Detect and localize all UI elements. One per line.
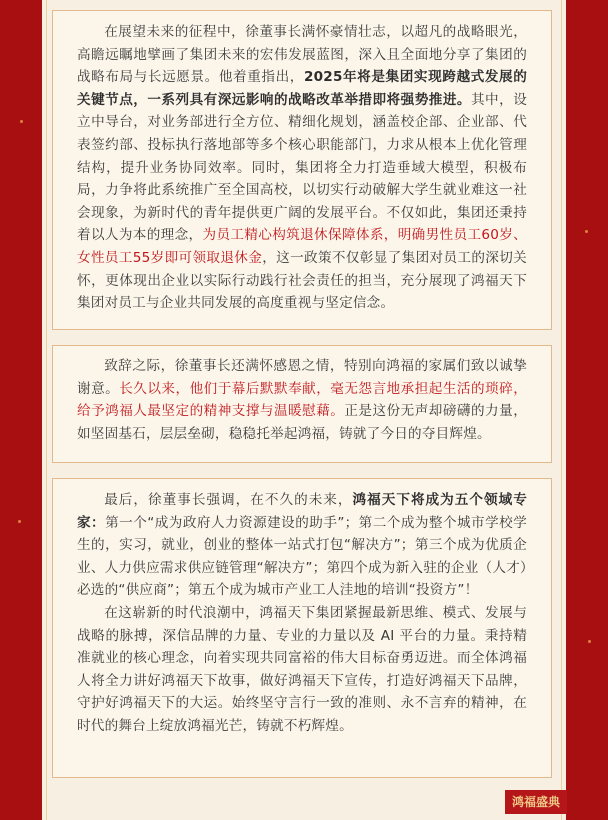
text-run: 正是这份无声却磅礴的力量，如坚固基石，层层垒砌，稳稳托举起鸿福，铸就了今日的夺目辉煌。 bbox=[77, 403, 527, 442]
text-run: ，这一政策不仅彰显了集团对员工的深切关怀，更体现出企业以实际行动践行社会责任的担当，充分展现了鸿福天下集团对员工与企业共同发展的高度重视与坚定信念。 bbox=[77, 249, 527, 312]
right-gold-line bbox=[561, 0, 562, 820]
paragraph-vision bbox=[77, 21, 527, 315]
text-run-bold: 2025年将是集团实现跨越式发展的关键节点，一系列具有深远影响的战略改革举措即将强势推进。 bbox=[77, 69, 528, 108]
text-box-vision bbox=[52, 10, 552, 330]
text-run: 其中，设立中导台，对业务部进行全方位、精细化规划，涵盖校企部、企业部、代表签约部、投标执行落地部等多个核心职能部门，力求从根本上优化管理结构，提升业务协同效率。同时，集团将全力打造垂域大模型，积极布局，力争将此系统推广至全国高校，以切实行动破解大学生就业难这一社会现象，为新时代的青年提供更广阔的发展平台。不仅如此，集团还秉持着以人为本的理念， bbox=[77, 91, 527, 244]
sparkle-icon bbox=[588, 640, 591, 643]
paragraph-closing: 在这崭新的时代浪潮中，鸿福天下集团紧握最新思维、模式、发展与战略的脉搏，深信品牌的力量、专业的力量以及 AI 平台的力量。秉持精准就业的核心理念，向着实现共同富裕的伟大目标奋勇迈进。而全体鸿福人将全力讲好鸿福天下故事，做好鸿福天下宣传，打造好鸿福天下品牌，守护好鸿福天下的大运。始终坚守言行一致的准则、永不言弃的精神，在时代的舞台上绽放鸿福光芒，铸就不朽辉煌。 bbox=[77, 604, 527, 734]
text-box-future bbox=[52, 478, 552, 778]
sparkle-icon bbox=[20, 120, 23, 123]
sparkle-icon bbox=[585, 230, 588, 233]
text-run: 在展望未来的征程中，徐董事长满怀豪情壮志，以超凡的战略眼光，高瞻远瞩地擘画了集团未来的宏伟发展蓝图，深入且全面地分享了集团的战略布局与长远愿景。他着重指出， bbox=[77, 24, 527, 86]
text-run: 致辞之际，徐董事长还满怀感恩之情，特别向鸿福的家属们致以诚挚谢意。 bbox=[77, 358, 527, 397]
sparkle-icon bbox=[18, 520, 21, 523]
left-gold-line bbox=[46, 0, 47, 820]
paragraph-gratitude bbox=[77, 355, 527, 445]
text-run: 最后，徐董事长强调，在不久的未来， bbox=[104, 492, 353, 508]
text-run-red: 为员工精心构筑退休保障体系，明确男性员工60岁、女性员工55岁即可领取退休金 bbox=[77, 227, 527, 266]
text-box-gratitude bbox=[52, 345, 552, 463]
text-run-bold: 鸿福天下将成为五个领域专家： bbox=[77, 492, 527, 531]
paragraph-experts bbox=[77, 489, 527, 602]
text-run-red: 长久以来，他们于幕后默默奉献，毫无怨言地承担起生活的琐碎，给予鸿福人最坚定的精神支撑与温暖慰藉。 bbox=[77, 380, 527, 420]
brand-badge: 鸿福盛典 bbox=[505, 790, 567, 814]
text-run: 第一个“成为政府人力资源建设的助手”；第二个成为整个城市学校学生的，实习，就业，创业的整体一站式打包“解决方”；第三个成为优质企业、人力供应需求供应链管理“解决方”；第四个成为新入驻的企业（人才）必选的“供应商”；第五个成为城市产业工人洼地的培训“投资方”！ bbox=[77, 514, 527, 599]
